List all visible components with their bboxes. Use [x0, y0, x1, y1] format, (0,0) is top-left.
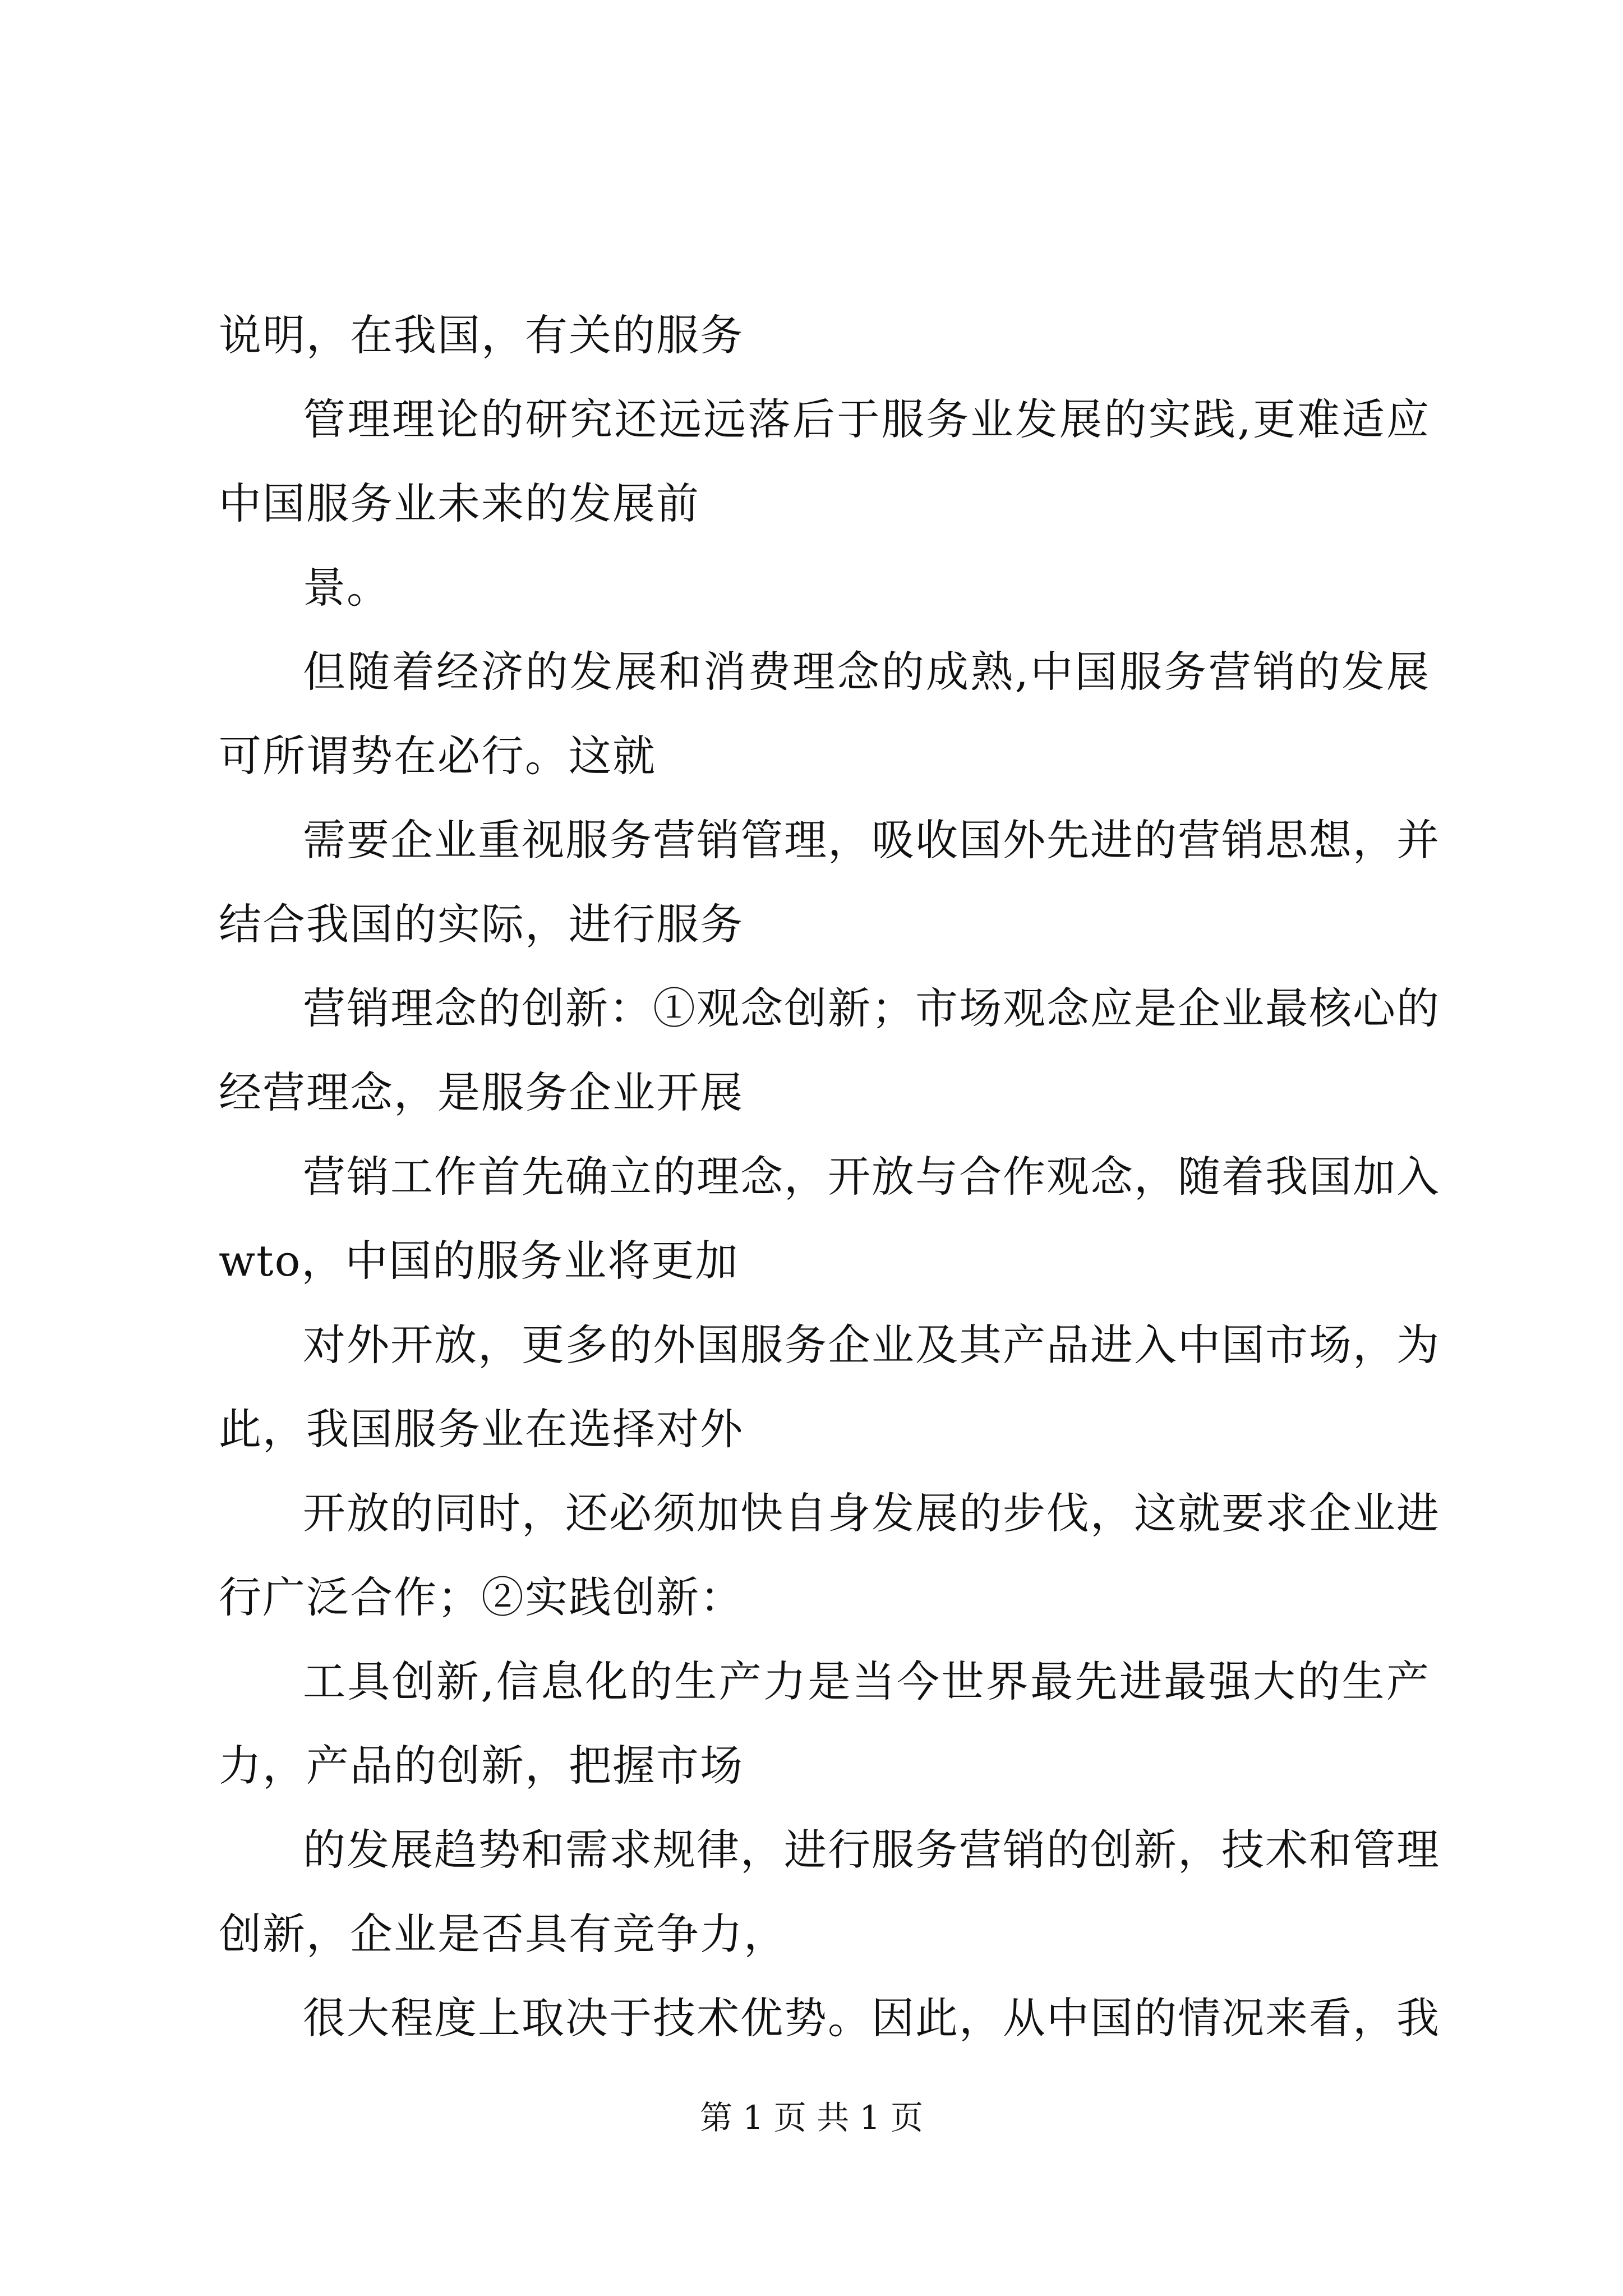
text-line: 经营理念，是服务企业开展 — [219, 1068, 744, 1117]
text-line: wto，中国的服务业将更加 — [219, 1236, 739, 1286]
text-line: 工具创新,信息化的生产力是当今世界最先进最强大的生产 — [303, 1657, 1430, 1706]
text-line: 中国服务业未来的发展前 — [219, 478, 700, 528]
text-line: 很大程度上取决于技术优势。因此，从中国的情况来看，我 — [303, 1993, 1440, 2043]
text-line: 开放的同时，还必须加快自身发展的步伐，这就要求企业进 — [303, 1488, 1440, 1538]
text-line: 需要企业重视服务营销管理，吸收国外先进的营销思想，并 — [303, 815, 1440, 865]
text-line: 但随着经济的发展和消费理念的成熟,中国服务营销的发展 — [303, 647, 1430, 697]
text-line: 结合我国的实际，进行服务 — [219, 899, 744, 949]
text-line: 此，我国服务业在选择对外 — [219, 1404, 744, 1454]
text-line: 可所谓势在必行。这就 — [219, 731, 656, 781]
text-line: 营销理念的创新：①观念创新；市场观念应是企业最核心的 — [303, 983, 1440, 1033]
page-footer: 第 1 页 共 1 页 — [700, 2099, 923, 2137]
text-line: 管理理论的研究还远远落后于服务业发展的实践,更难适应 — [303, 394, 1430, 444]
text-line: 行广泛合作；②实践创新： — [219, 1572, 744, 1622]
text-line: 景。 — [303, 563, 390, 613]
text-line: 营销工作首先确立的理念，开放与合作观念，随着我国加入 — [303, 1152, 1440, 1202]
text-line: 说明，在我国，有关的服务 — [219, 310, 744, 360]
text-line: 对外开放，更多的外国服务企业及其产品进入中国市场，为 — [303, 1320, 1440, 1370]
text-line: 的发展趋势和需求规律，进行服务营销的创新，技术和管理 — [303, 1825, 1440, 1875]
text-line: 创新，企业是否具有竞争力， — [219, 1909, 787, 1959]
text-line: 力，产品的创新，把握市场 — [219, 1741, 744, 1791]
